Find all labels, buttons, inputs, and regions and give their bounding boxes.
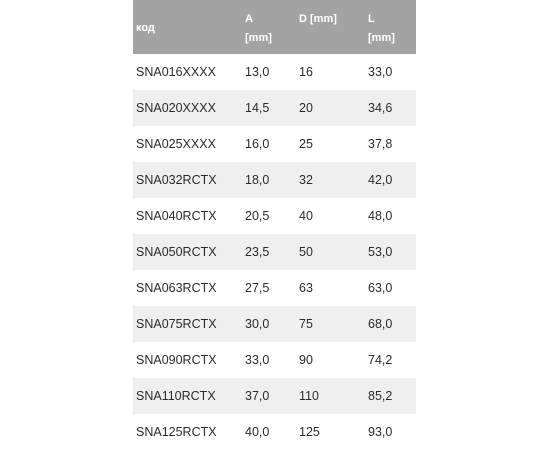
cell-d: 90 [299,353,313,367]
header-row [133,0,416,54]
cell-d: 25 [299,137,313,151]
cell-l: 33,0 [368,65,393,79]
table-row [133,414,416,450]
header-code [133,0,241,54]
cell-code: SNA125RCTX [136,425,217,439]
header-d-label: D [mm] [299,13,337,25]
header-d [295,0,364,54]
cell-d: 75 [299,317,313,331]
table-row [133,54,416,90]
cell-d: 40 [299,209,313,223]
table-row [133,198,416,234]
cell-l: 34,6 [368,101,393,115]
cell-d: 20 [299,101,313,115]
cell-code: SNA025XXXX [136,137,216,151]
header-code-label: код [136,22,155,34]
cell-a: 33,0 [245,353,270,367]
cell-code: SNA075RCTX [136,317,217,331]
cell-l: 37,8 [368,137,393,151]
cell-code: SNA063RCTX [136,281,217,295]
cell-a: 40,0 [245,425,270,439]
cell-l: 85,2 [368,389,393,403]
cell-l: 48,0 [368,209,393,223]
table-row [133,378,416,414]
table-row [133,162,416,198]
cell-d: 16 [299,65,313,79]
table-header [133,0,416,54]
table-row [133,234,416,270]
cell-a: 30,0 [245,317,270,331]
cell-a: 16,0 [245,137,270,151]
cell-d: 110 [299,389,319,403]
table-body [133,54,416,450]
cell-d: 50 [299,245,313,259]
table-row [133,270,416,306]
header-a-unit: [mm] [245,32,272,44]
cell-code: SNA110RCTX [136,389,216,403]
cell-code: SNA050RCTX [136,245,217,259]
cell-d: 125 [299,425,320,439]
header-a-label: A [245,13,253,25]
cell-l: 63,0 [368,281,393,295]
cell-a: 20,5 [245,209,270,223]
cell-l: 74,2 [368,353,393,367]
spec-table [133,0,416,450]
cell-l: 68,0 [368,317,393,331]
cell-a: 18,0 [245,173,270,187]
cell-code: SNA032RCTX [136,173,217,187]
cell-code: SNA090RCTX [136,353,217,367]
header-l-label: L [368,13,375,25]
table-row [133,306,416,342]
table-row [133,342,416,378]
cell-l: 42,0 [368,173,393,187]
cell-d: 63 [299,281,313,295]
cell-d: 32 [299,173,313,187]
cell-l: 53,0 [368,245,393,259]
table-row [133,126,416,162]
cell-a: 27,5 [245,281,270,295]
cell-a: 13,0 [245,65,270,79]
cell-a: 37,0 [245,389,270,403]
cell-code: SNA020XXXX [136,101,216,115]
header-l-unit: [mm] [368,32,395,44]
header-l [364,0,416,54]
cell-code: SNA016XXXX [136,65,216,79]
table-row [133,90,416,126]
header-a [241,0,295,54]
cell-code: SNA040RCTX [136,209,217,223]
cell-l: 93,0 [368,425,393,439]
cell-a: 23,5 [245,245,270,259]
cell-a: 14,5 [245,101,270,115]
